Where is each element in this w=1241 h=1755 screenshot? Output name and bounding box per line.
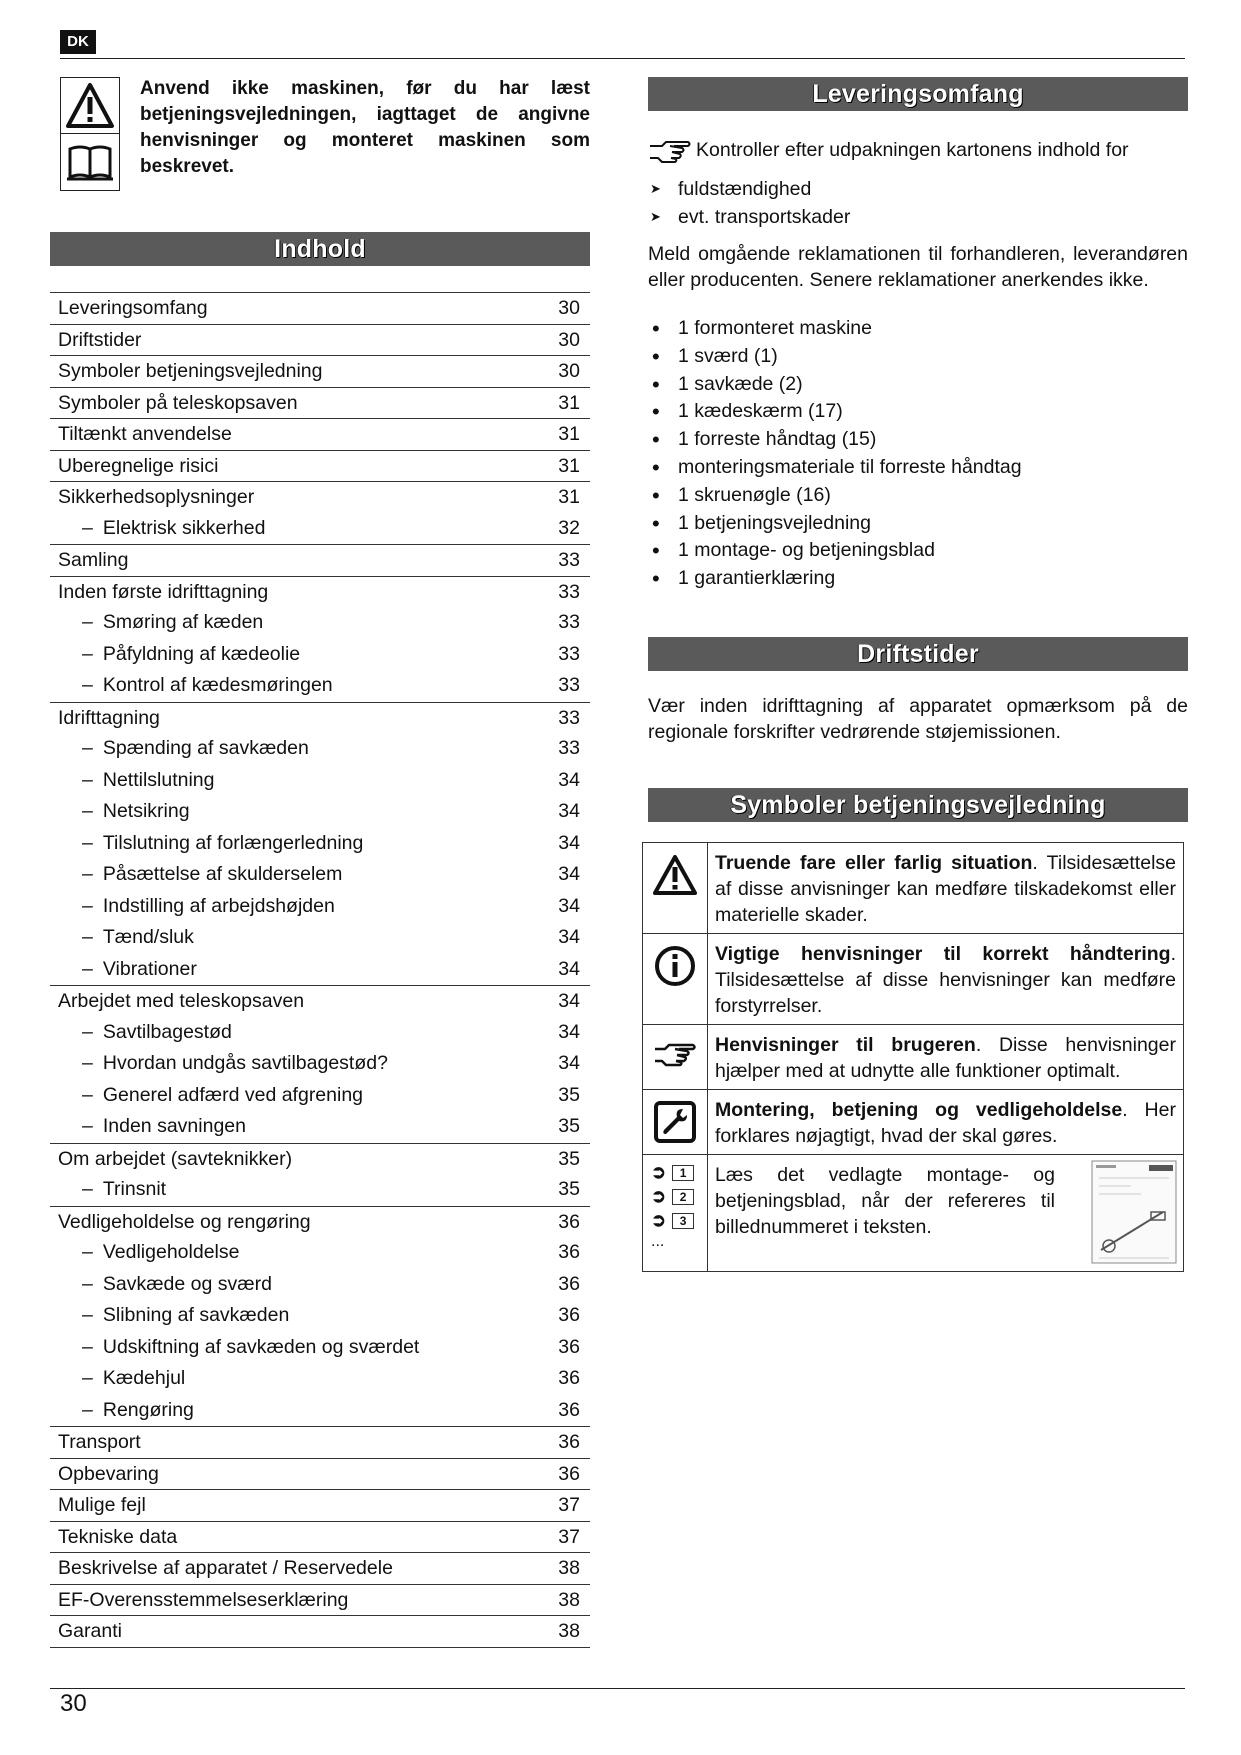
contents-item: • 1 garantierklæring — [648, 565, 1188, 593]
header-rule — [60, 58, 1185, 59]
toc-row — [50, 702, 590, 734]
toc-entry-title: – Hvordan undgås savtilbagestød? — [58, 1048, 388, 1080]
symbols-row-figures — [643, 1154, 1184, 1271]
toc-entry-title: – Tænd/sluk — [58, 922, 195, 954]
page-number: 30 — [60, 1690, 87, 1717]
toc-row — [50, 1489, 590, 1521]
toc-entry-page: 35 — [558, 1147, 580, 1170]
toc-row — [50, 1017, 590, 1049]
table-of-contents — [50, 292, 590, 1648]
toc-entry-title: – Netsikring — [58, 796, 191, 828]
toc-entry-page: 36 — [558, 1462, 580, 1485]
symbols-row — [643, 1024, 1184, 1089]
toc-entry-title: Uberegnelige risici — [58, 454, 219, 477]
toc-entry-title: – Udskiftning af savkæden og sværdet — [58, 1332, 419, 1364]
toc-row — [50, 765, 590, 797]
curved-arrow-icon: ➲ — [651, 1186, 667, 1207]
delivery-check-text: Kontroller efter udpakningen kartonens indhold for — [696, 138, 1129, 161]
figure-ellipsis: ... — [651, 1232, 665, 1250]
symbol-text: . Tilsidesættelse af disse henvisninger kan medføre forstyrrelser. — [715, 942, 1176, 1017]
toc-entry-page: 36 — [558, 1398, 580, 1421]
toc-entry-title: Om arbejdet (savteknikker) — [58, 1147, 293, 1170]
toc-row — [50, 450, 590, 482]
toc-row — [50, 985, 590, 1017]
check-list — [648, 175, 1188, 231]
toc-entry-page: 36 — [558, 1367, 580, 1389]
symbols-row — [643, 933, 1184, 1024]
toc-row — [50, 481, 590, 513]
toc-entry-page: 34 — [558, 768, 580, 791]
symbols-table — [642, 842, 1184, 1272]
toc-entry-page: 34 — [558, 957, 580, 980]
operating-times-text: Vær inden idrifttagning af apparatet opmærksom på de regionale forskrifter vedrørende støjemissionen. — [648, 694, 1188, 743]
toc-row — [50, 1111, 590, 1143]
symbol-icon-cell — [643, 1089, 708, 1154]
warning-icon-box — [60, 77, 120, 191]
toc-entry-page: 35 — [558, 1083, 580, 1106]
toc-entry-page: 37 — [558, 1525, 580, 1548]
toc-entry-page: 35 — [558, 1115, 580, 1137]
toc-entry-page: 36 — [558, 1431, 580, 1453]
toc-entry-title: – Generel adfærd ved afgrening — [58, 1080, 363, 1112]
warning-text: Anvend ikke maskinen, før du har læst betjeningsvejledningen, iagttaget de angivne henvisninger og monteret maskinen som beskrevet. — [140, 78, 590, 177]
symbol-description — [708, 933, 1184, 1024]
toc-entry-title: – Trinsnit — [58, 1174, 167, 1206]
toc-row — [50, 1521, 590, 1553]
toc-row — [50, 1048, 590, 1080]
toc-entry-title: Transport — [58, 1431, 141, 1453]
toc-entry-page: 36 — [558, 1241, 580, 1263]
toc-entry-title: – Vibrationer — [58, 954, 198, 986]
toc-entry-page: 36 — [558, 1210, 580, 1233]
toc-entry-title: – Påfyldning af kædeolie — [58, 639, 300, 671]
toc-entry-title: Tiltænkt anvendelse — [58, 423, 232, 445]
toc-entry-title: Idrifttagning — [58, 706, 160, 729]
figure-ref — [651, 1161, 707, 1185]
contents-item: • 1 kædeskærm (17) — [648, 398, 1188, 426]
toc-row — [50, 954, 590, 986]
toc-entry-title: Opbevaring — [58, 1462, 159, 1485]
toc-row — [50, 670, 590, 702]
toc-row — [50, 1552, 590, 1584]
contents-item: • 1 formonteret maskine — [648, 315, 1188, 343]
figure-number: 1 — [672, 1165, 694, 1181]
toc-row — [50, 639, 590, 671]
toc-row — [50, 513, 590, 545]
toc-row — [50, 1584, 590, 1616]
toc-entry-page: 38 — [558, 1588, 580, 1611]
toc-entry-page: 33 — [558, 611, 580, 633]
toc-row — [50, 733, 590, 765]
toc-entry-page: 34 — [558, 1020, 580, 1043]
toc-row — [50, 355, 590, 387]
toc-row — [50, 544, 590, 576]
toc-entry-title: – Savkæde og sværd — [58, 1269, 272, 1301]
toc-row — [50, 1174, 590, 1206]
toc-entry-page: 34 — [558, 894, 580, 917]
symbol-heading: Montering, betjening og vedligeholdelse — [715, 1098, 1123, 1121]
info-icon — [653, 944, 697, 988]
assembly-sheet-thumbnail-icon — [1091, 1160, 1177, 1264]
figure-ref — [651, 1185, 707, 1209]
toc-entry-title: – Vedligeholdelse — [58, 1237, 241, 1269]
toc-entry-page: 31 — [558, 391, 580, 414]
symbol-icon-cell — [643, 842, 708, 933]
symbol-description — [708, 842, 1184, 933]
toc-entry-title: – Savtilbagestød — [58, 1017, 233, 1049]
toc-entry-page: 33 — [558, 580, 580, 603]
toc-row — [50, 1206, 590, 1238]
symbol-icon-cell — [643, 933, 708, 1024]
symbols-title: Symboler betjeningsvejledning — [648, 788, 1188, 822]
toc-entry-title: Beskrivelse af apparatet / Reservedele — [58, 1557, 393, 1579]
pointing-hand-icon — [653, 1035, 697, 1079]
toc-row — [50, 418, 590, 450]
toc-entry-title: – Smøring af kæden — [58, 607, 263, 639]
toc-entry-title: Garanti — [58, 1620, 122, 1642]
toc-entry-title: – Indstilling af arbejdshøjden — [58, 891, 335, 923]
symbol-heading: Truende fare eller farlig situation — [715, 851, 1033, 874]
toc-entry-title: Samling — [58, 549, 129, 571]
delivery-check — [648, 137, 1188, 163]
symbol-icon-cell — [643, 1024, 708, 1089]
figure-ref-cell — [643, 1154, 708, 1271]
toc-entry-page: 34 — [558, 831, 580, 854]
figure-ref-text-cell — [708, 1154, 1184, 1271]
toc-entry-title: Inden første idrifttagning — [58, 580, 269, 603]
toc-entry-title: Symboler på teleskopsaven — [58, 391, 298, 414]
toc-entry-page: 38 — [558, 1620, 580, 1642]
toc-entry-page: 38 — [558, 1557, 580, 1579]
toc-entry-page: 34 — [558, 926, 580, 948]
toc-entry-title: Tekniske data — [58, 1525, 178, 1548]
toc-row — [50, 1080, 590, 1112]
toc-entry-title: EF-Overensstemmelseserklæring — [58, 1588, 349, 1611]
toc-row — [50, 891, 590, 923]
toc-entry-title: – Tilslutning af forlængerledning — [58, 828, 363, 860]
wrench-icon — [653, 1100, 697, 1144]
toc-row — [50, 859, 590, 891]
figure-number: 3 — [672, 1213, 694, 1229]
operating-times-title: Driftstider — [648, 637, 1188, 671]
toc-entry-page: 33 — [558, 706, 580, 729]
pointing-hand-icon — [648, 137, 692, 163]
symbol-text: . Disse henvisninger hjælper med at udnytte alle funktioner optimalt. — [715, 1033, 1176, 1082]
toc-entry-page: 31 — [558, 423, 580, 445]
symbol-text: . Tilsidesættelse af disse anvisninger kan medføre tilskadekomst eller materielle skader. — [715, 851, 1176, 926]
figure-ref — [651, 1209, 707, 1233]
toc-entry-title: – Elektrisk sikkerhed — [58, 513, 265, 545]
warning-triangle-icon — [653, 853, 697, 897]
toc-entry-title: Mulige fejl — [58, 1494, 146, 1516]
toc-row — [50, 1395, 590, 1427]
toc-entry-page: 34 — [558, 800, 580, 822]
warning-note — [50, 72, 590, 192]
symbol-text: . Her forklares nøjagtigt, hvad der skal gøres. — [715, 1098, 1176, 1147]
toc-entry-title: Driftstider — [58, 328, 142, 351]
complaint-text: Meld omgående reklamationen til forhandleren, leverandøren eller producenten. Senere reklamationer anerkendes ikke. — [648, 243, 1188, 291]
toc-entry-page: 30 — [558, 297, 580, 319]
toc-row — [50, 1237, 590, 1269]
toc-entry-page: 33 — [558, 549, 580, 571]
toc-entry-page: 34 — [558, 1052, 580, 1074]
toc-entry-page: 31 — [558, 486, 580, 508]
toc-title: Indhold — [50, 232, 590, 266]
toc-entry-page: 35 — [558, 1178, 580, 1200]
contents-item: • 1 sværd (1) — [648, 343, 1188, 371]
toc-entry-title: – Spænding af savkæden — [58, 733, 309, 765]
toc-entry-page: 36 — [558, 1304, 580, 1326]
toc-entry-title: – Nettilslutning — [58, 765, 216, 797]
symbols-row — [643, 1089, 1184, 1154]
toc-row — [50, 1332, 590, 1364]
toc-row — [50, 387, 590, 419]
contents-list — [648, 315, 1188, 593]
toc-entry-title: Vedligeholdelse og rengøring — [58, 1210, 311, 1233]
toc-entry-title: – Påsættelse af skulderselem — [58, 859, 342, 891]
symbol-description — [708, 1089, 1184, 1154]
toc-entry-page: 33 — [558, 642, 580, 665]
toc-entry-title: – Inden savningen — [58, 1111, 246, 1143]
toc-entry-page: 31 — [558, 454, 580, 477]
toc-row — [50, 1269, 590, 1301]
footer-rule — [50, 1688, 1185, 1689]
book-icon — [65, 136, 115, 188]
toc-entry-title: – Slibning af savkæden — [58, 1300, 289, 1332]
contents-item: • 1 montage- og betjeningsblad — [648, 537, 1188, 565]
toc-row — [50, 796, 590, 828]
curved-arrow-icon: ➲ — [651, 1162, 667, 1183]
toc-row — [50, 292, 590, 324]
left-column — [50, 72, 590, 1648]
toc-row — [50, 1143, 590, 1175]
toc-row — [50, 922, 590, 954]
contents-item: • 1 betjeningsvejledning — [648, 510, 1188, 538]
toc-entry-title: – Rengøring — [58, 1395, 195, 1427]
toc-entry-page: 33 — [558, 674, 580, 696]
toc-row — [50, 324, 590, 356]
check-item: ➤ evt. transportskader — [648, 203, 1188, 231]
toc-entry-title: Leveringsomfang — [58, 297, 208, 319]
toc-entry-page: 36 — [558, 1335, 580, 1358]
toc-row — [50, 607, 590, 639]
symbol-heading: Vigtige henvisninger til korrekt håndtering — [715, 942, 1171, 965]
toc-entry-page: 34 — [558, 990, 580, 1012]
toc-row — [50, 1363, 590, 1395]
toc-entry-page: 36 — [558, 1272, 580, 1295]
check-item: ➤ fuldstændighed — [648, 175, 1188, 203]
contents-item: • 1 savkæde (2) — [648, 371, 1188, 399]
contents-item: • monteringsmateriale til forreste håndtag — [648, 454, 1188, 482]
curved-arrow-icon: ➲ — [651, 1210, 667, 1231]
toc-entry-title: Symboler betjeningsvejledning — [58, 360, 323, 382]
icon-divider — [61, 133, 119, 134]
toc-row — [50, 576, 590, 608]
delivery-title: Leveringsomfang — [648, 77, 1188, 111]
contents-item: • 1 forreste håndtag (15) — [648, 426, 1188, 454]
toc-entry-title: Sikkerhedsoplysninger — [58, 486, 255, 508]
symbol-heading: Henvisninger til brugeren — [715, 1033, 976, 1056]
right-column — [648, 72, 1188, 1272]
toc-entry-page: 34 — [558, 863, 580, 885]
warning-triangle-icon — [65, 80, 115, 132]
toc-entry-title: – Kædehjul — [58, 1363, 186, 1395]
symbol-description — [708, 1024, 1184, 1089]
toc-entry-title: – Kontrol af kædesmøringen — [58, 670, 333, 702]
contents-item: • 1 skruenøgle (16) — [648, 482, 1188, 510]
toc-entry-page: 37 — [558, 1494, 580, 1516]
toc-entry-page: 30 — [558, 328, 580, 351]
symbols-row — [643, 842, 1184, 933]
language-badge: DK — [60, 30, 96, 54]
figure-number: 2 — [672, 1189, 694, 1205]
toc-entry-page: 33 — [558, 737, 580, 759]
toc-row — [50, 1426, 590, 1458]
figure-ref-text: Læs det vedlagte montage- og betjeningsblad, når der refereres til billednummeret i teksten. — [715, 1163, 1055, 1238]
toc-row — [50, 1615, 590, 1647]
toc-entry-page: 30 — [558, 360, 580, 382]
toc-row — [50, 1300, 590, 1332]
toc-entry-page: 32 — [558, 516, 580, 539]
toc-row — [50, 1458, 590, 1490]
toc-entry-title: Arbejdet med teleskopsaven — [58, 990, 305, 1012]
toc-row — [50, 828, 590, 860]
